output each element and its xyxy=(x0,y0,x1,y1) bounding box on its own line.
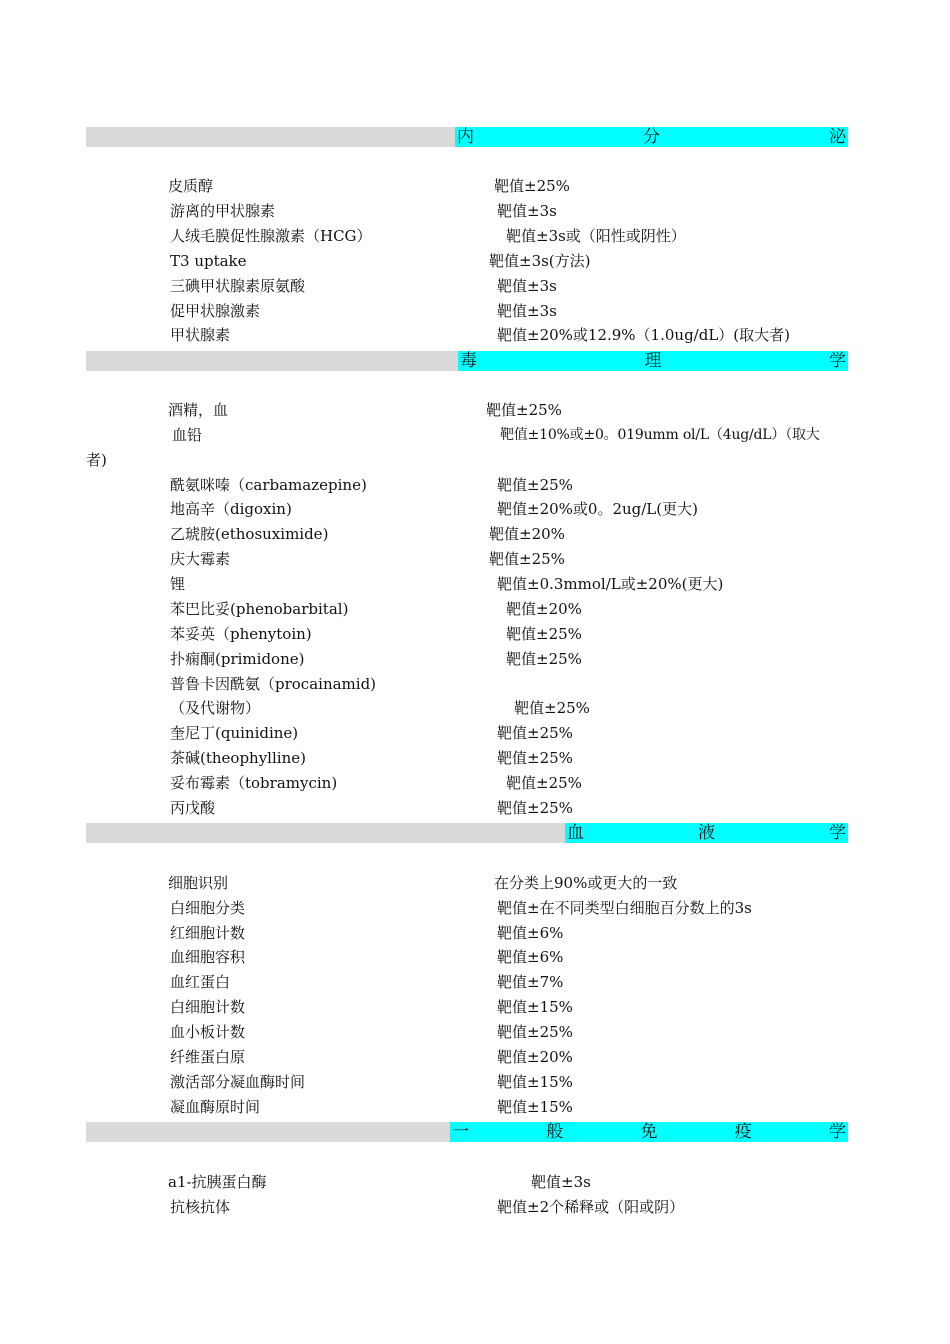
list-item xyxy=(0,945,950,970)
list-item xyxy=(0,174,950,199)
item-value: 靶值±20% xyxy=(506,600,582,618)
item-name: 白细胞计数 xyxy=(170,998,246,1016)
list-item xyxy=(0,721,950,746)
list-item xyxy=(0,995,950,1020)
item-value: 靶值±25% xyxy=(486,401,562,419)
list-item xyxy=(0,746,950,771)
item-value: 靶值±25% xyxy=(497,799,573,817)
item-value: 靶值±15% xyxy=(497,998,573,1016)
item-name: 凝血酶原时间 xyxy=(170,1098,261,1116)
item-value: 靶值±3s xyxy=(497,302,557,320)
list-item xyxy=(0,398,950,423)
item-name: 血铅 xyxy=(172,426,203,444)
item-name: 人绒毛膜促性腺激素（HCG） xyxy=(170,227,372,245)
list-item xyxy=(0,1195,950,1220)
heading-char: 免 xyxy=(640,1122,658,1142)
heading-char: 学 xyxy=(829,823,846,843)
item-value: 靶值±25% xyxy=(489,550,565,568)
item-value: 靶值±3s或（阳性或阴性） xyxy=(506,227,686,245)
list-item xyxy=(0,921,950,946)
list-item xyxy=(0,1020,950,1045)
item-value: 靶值±25% xyxy=(497,1023,573,1041)
item-name: 妥布霉素（tobramycin) xyxy=(170,774,338,792)
list-item xyxy=(0,1045,950,1070)
item-name: 红细胞计数 xyxy=(170,924,246,942)
list-item xyxy=(0,199,950,224)
item-name: 扑痫酮(primidone) xyxy=(170,650,305,668)
section-heading-hematology xyxy=(565,823,848,843)
section-heading-toxicology xyxy=(458,351,848,371)
item-name: 白细胞分类 xyxy=(170,899,246,917)
list-item xyxy=(0,1170,950,1195)
list-item xyxy=(0,672,950,697)
section-heading-immunology xyxy=(450,1122,848,1142)
item-name: 三碘甲状腺素原氨酸 xyxy=(170,277,306,295)
list-item xyxy=(0,647,950,672)
list-item xyxy=(0,274,950,299)
item-value: 靶值±25% xyxy=(506,650,582,668)
list-item xyxy=(0,622,950,647)
list-item xyxy=(0,771,950,796)
item-name: 苯妥英（phenytoin) xyxy=(170,625,312,643)
list-item xyxy=(0,249,950,274)
item-name: 丙戊酸 xyxy=(170,799,216,817)
list-item xyxy=(0,522,950,547)
item-value: 靶值±3s xyxy=(497,277,557,295)
heading-char: 学 xyxy=(829,351,846,371)
item-value: 靶值±25% xyxy=(494,177,570,195)
item-value: 靶值±6% xyxy=(497,924,564,942)
item-name: 普鲁卡因酰氨（procainamid) xyxy=(170,675,377,693)
item-name: 皮质醇 xyxy=(168,177,214,195)
item-value: 靶值±25% xyxy=(506,774,582,792)
list-item xyxy=(0,871,950,896)
item-name: 地高辛（digoxin) xyxy=(170,500,292,518)
list-item xyxy=(0,796,950,821)
heading-char: 学 xyxy=(829,1122,846,1142)
item-value: 靶值±15% xyxy=(497,1073,573,1091)
item-name: 血小板计数 xyxy=(170,1023,246,1041)
item-value: 靶值±3s(方法) xyxy=(489,252,591,270)
list-item xyxy=(0,473,950,498)
item-name: 细胞识别 xyxy=(168,874,229,892)
list-item xyxy=(0,1095,950,1120)
item-name: 酒精，血 xyxy=(168,401,229,419)
list-item xyxy=(0,1070,950,1095)
section-band-immunology xyxy=(86,1122,848,1142)
item-name: T3 uptake xyxy=(170,252,247,270)
item-name: 甲状腺素 xyxy=(170,326,231,344)
item-name: 抗核抗体 xyxy=(170,1198,231,1216)
item-value: 靶值±6% xyxy=(497,948,564,966)
section-band-toxicology xyxy=(86,351,848,371)
item-name: 游离的甲状腺素 xyxy=(170,202,276,220)
item-name: 锂 xyxy=(170,575,186,593)
item-name: 血红蛋白 xyxy=(170,973,231,991)
list-item xyxy=(0,696,950,721)
heading-char: 一 xyxy=(452,1122,469,1142)
item-name: 奎尼丁(quinidine) xyxy=(170,724,299,742)
item-name: 激活部分凝血酶时间 xyxy=(170,1073,306,1091)
section-band-endocrine xyxy=(86,127,848,147)
item-name: a1-抗胰蛋白酶 xyxy=(168,1173,267,1191)
item-value: 靶值±7% xyxy=(497,973,564,991)
list-item xyxy=(0,597,950,622)
item-value: 靶值±3s xyxy=(531,1173,591,1191)
item-name: 酰氨咪嗪（carbamazepine) xyxy=(170,476,367,494)
heading-char: 毒 xyxy=(460,351,477,371)
item-name: （及代谢物） xyxy=(170,699,261,717)
list-item xyxy=(0,547,950,572)
item-value: 靶值±25% xyxy=(497,476,573,494)
item-value: 靶值±2个稀释或（阳或阴） xyxy=(497,1198,685,1216)
list-item xyxy=(0,497,950,522)
item-value: 靶值±在不同类型白细胞百分数上的3s xyxy=(497,899,752,917)
item-value: 靶值±20% xyxy=(497,1048,573,1066)
list-item xyxy=(0,572,950,597)
heading-char: 疫 xyxy=(734,1122,752,1142)
heading-char: 理 xyxy=(644,351,662,371)
list-item xyxy=(0,323,950,348)
heading-char: 内 xyxy=(457,127,474,147)
item-value: 在分类上90%或更大的一致 xyxy=(494,874,678,892)
item-name: 苯巴比妥(phenobarbital) xyxy=(170,600,349,618)
list-item xyxy=(0,970,950,995)
item-value-continuation: 者) xyxy=(86,451,107,469)
list-item xyxy=(0,423,950,448)
item-value: 靶值±3s xyxy=(497,202,557,220)
heading-char: 般 xyxy=(546,1122,564,1142)
item-value: 靶值±25% xyxy=(506,625,582,643)
item-value: 靶值±25% xyxy=(497,724,573,742)
item-name: 乙琥胺(ethosuximide) xyxy=(170,525,329,543)
heading-char: 分 xyxy=(643,127,660,147)
heading-char: 泌 xyxy=(829,127,846,147)
item-value: 靶值±20%或0。2ug/L(更大) xyxy=(497,500,698,518)
section-band-hematology xyxy=(86,823,848,843)
item-value: 靶值±25% xyxy=(497,749,573,767)
item-value: 靶值±20% xyxy=(489,525,565,543)
item-name: 促甲状腺激素 xyxy=(170,302,261,320)
heading-char: 液 xyxy=(698,823,715,843)
item-value: 靶值±25% xyxy=(514,699,590,717)
list-item xyxy=(0,224,950,249)
item-name: 血细胞容积 xyxy=(170,948,246,966)
list-item xyxy=(0,299,950,324)
item-value: 靶值±15% xyxy=(497,1098,573,1116)
item-name: 庆大霉素 xyxy=(170,550,231,568)
item-value: 靶值±20%或12.9%（1.0ug/dL）(取大者) xyxy=(497,326,790,344)
item-value: 靶值±10%或±0。019umm ol/L（4ug/dL）（取大 xyxy=(500,427,820,443)
item-value: 靶值±0.3mmol/L或±20%(更大) xyxy=(497,575,724,593)
heading-char: 血 xyxy=(567,823,584,843)
item-name: 茶碱(theophylline) xyxy=(170,749,306,767)
section-heading-endocrine xyxy=(455,127,848,147)
list-item xyxy=(0,896,950,921)
item-name: 纤维蛋白原 xyxy=(170,1048,246,1066)
